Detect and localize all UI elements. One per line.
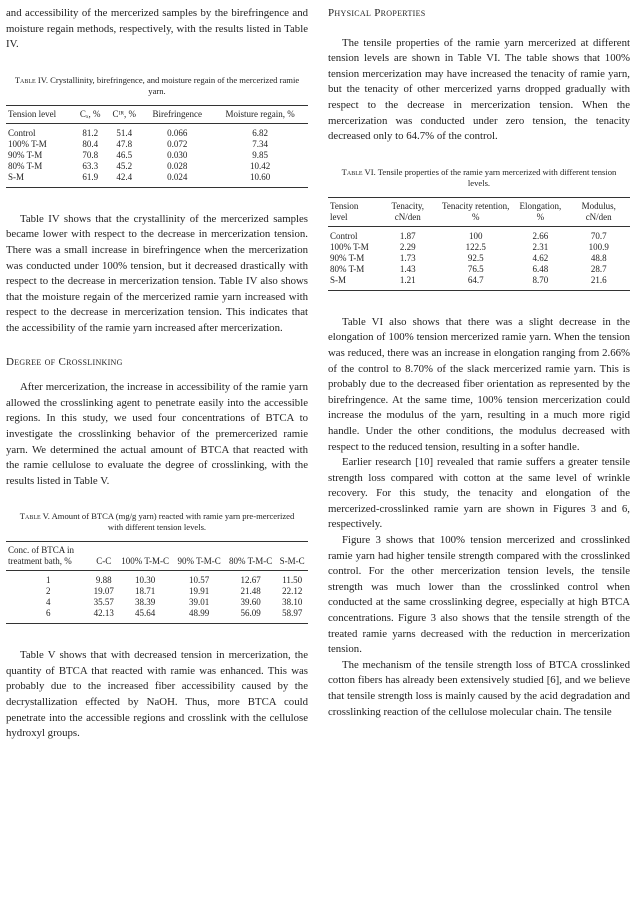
table-v-label: Table V. — [19, 511, 50, 522]
paragraph-figure-3: Figure 3 shows that 100% tension mercerized and crosslinked ramie yarn had higher tensile strength compared with the crosslinked control. For the other mercerization tension levels, the tensile strength was much lower than the crosslinked control when conducted at the same crosslinking degree, especially at high BTCA concentrations. Figure 3 also shows that the tensile strength of the treated ramie yarns decreased with the reduction in mercerization tension. — [328, 534, 630, 656]
table-vi-row-cell: 76.5 — [467, 263, 484, 274]
table-v-body — [6, 571, 308, 624]
paragraph-intro: and accessibility of the mercerized samples by the birefringence and moisture regain methods, respectively, with the results listed in Table IV. — [6, 7, 308, 51]
table-iv-row-cell: 10.42 — [249, 160, 271, 171]
table-iv-caption — [6, 75, 308, 97]
table-vi-row-label: 90% T-M — [330, 252, 365, 263]
table-v-header: 90% T-M-C — [173, 542, 225, 571]
table-v-row-cell: 10.30 — [135, 575, 156, 586]
paragraph-physical-properties: The tensile properties of the ramie yarn mercerized at different tension levels are shown in Table VI. The table shows that 100% tension mercerization may have increased the tenacity of ramie yarn, but the tenacity of other mercerized yarns dropped gradually with respect to the decrease in mercerization tension. When the mercerization was conducted under zero tension, the tenacity decreased only to 64.7% of the control. — [328, 36, 630, 143]
table-vi-row-cell: 122.5 — [465, 241, 486, 252]
table-iv-header: Moisture regain, % — [212, 105, 308, 123]
table-vi-row — [328, 264, 630, 275]
table-vi-row-cell: 4.62 — [532, 252, 549, 263]
table-iv-row-cell: 0.028 — [167, 160, 188, 171]
table-v-row-cell: 48.99 — [173, 608, 225, 624]
table-iv-row-cell: 46.5 — [116, 149, 133, 160]
table-vi-row-cell: 48.8 — [590, 252, 607, 263]
table-v-row — [6, 571, 308, 587]
paragraph-table-vi-discussion: Table VI also shows that there was a slight decrease in the elongation of 100% tension mercerized ramie yarn. When the tension was reduced, there was an increase in elongation ranging from 2.66% of the control to 8.70% of the slack mercerized ramie yarn. This is probably due to the decreased fiber orientation as represented by the birefringence. At the same time, 100% tension mercerization could increase the modulus of the yarn, resulting in a much more rigid handle. Under the other conditions, the modulus decreased with respect to the reduced tension, resulting in a softer handle. — [328, 315, 630, 453]
table-iv-row-cell: 80.4 — [82, 138, 99, 149]
table-vi-row-cell: 100 — [468, 230, 483, 241]
table-iv-row — [6, 172, 308, 188]
table-vi-row — [328, 275, 630, 291]
table-vi — [328, 197, 630, 291]
table-iv-row-cell: 0.072 — [167, 138, 188, 149]
paragraph-earlier-research: Earlier research [10] revealed that ramie suffers a greater tensile strength loss compared with cotton at the same level of wrinkle recovery. For this study, the tenacity and elongation of the mercerized-crosslinked ramie yarn are shown in Figures 3 and 6, respectively. — [328, 456, 630, 531]
table-v-row-cell: 38.10 — [282, 597, 303, 608]
table-iv-row — [6, 161, 308, 172]
table-iv-row-cell: 47.8 — [116, 138, 133, 149]
table-iv-row-cell: 7.34 — [252, 138, 268, 149]
table-iv-row-cell: 9.85 — [252, 149, 268, 160]
table-vi-row-cell: 2.66 — [532, 230, 549, 241]
table-vi-row-cell: 1.21 — [377, 275, 438, 291]
table-v-row-label: 6 — [6, 608, 91, 624]
table-v — [6, 541, 308, 624]
table-v-row-cell: 10.57 — [189, 575, 210, 586]
table-iv-row-cell: 45.2 — [116, 160, 133, 171]
table-v-row-cell: 12.67 — [240, 575, 261, 586]
right-column — [328, 6, 630, 720]
table-v-row-label: 4 — [46, 597, 51, 608]
table-iv-body — [6, 123, 308, 187]
table-vi-row — [328, 253, 630, 264]
table-v-block — [6, 511, 308, 624]
table-iv-row-cell: 61.9 — [74, 172, 106, 188]
table-iv-row-cell: 63.3 — [82, 160, 99, 171]
table-iv-row-label: S-M — [6, 172, 74, 188]
table-vi-caption — [328, 167, 630, 189]
table-vi-row-cell: 28.7 — [590, 263, 607, 274]
table-v-row-cell: 39.60 — [240, 597, 261, 608]
table-vi-row-cell: 2.29 — [399, 241, 416, 252]
table-vi-body — [328, 226, 630, 290]
table-vi-label: Table VI. — [341, 166, 376, 177]
table-vi-row — [328, 242, 630, 253]
table-iv-row — [6, 123, 308, 139]
paragraph-table-v-discussion: Table V shows that with decreased tension in mercerization, the quantity of BTCA that reacted with ramie was enhanced. This was probably due to the increased fiber accessibility caused by the decrystallization effected by NaOH. Thus, more BTCA could penetrate into the accessible regions and crosslink with the cellulose hydroxyl groups. — [6, 649, 308, 740]
table-v-row-cell: 9.88 — [95, 575, 112, 586]
paragraph-mechanism: The mechanism of the tensile strength loss of BTCA crosslinked cotton fibers has already been extensively studied [6], and we believe that tensile strength loss is mainly caused by the acid degradation and crosslinking reaction of the cellulose molecular chain. The tensile — [328, 658, 630, 718]
section-heading-degree-of-crosslinking: Degree of Crosslinking — [6, 355, 123, 368]
table-v-row-cell: 22.12 — [282, 586, 303, 597]
table-iv-header: Cᴵᴿ, % — [106, 105, 142, 123]
table-iv-row-cell: 70.8 — [82, 149, 99, 160]
table-v-row-cell: 58.97 — [276, 608, 308, 624]
table-iv-row-cell: 0.024 — [142, 172, 212, 188]
table-v-row-label: 1 — [46, 575, 51, 586]
table-vi-row-cell: 1.73 — [399, 252, 416, 263]
table-iv-header: Birefringence — [142, 105, 212, 123]
table-vi-row-cell: 92.5 — [467, 252, 484, 263]
table-v-row-cell: 19.91 — [189, 586, 210, 597]
table-iv-block — [6, 75, 308, 188]
table-v-row-cell: 18.71 — [135, 586, 156, 597]
table-iv-row-label: 90% T-M — [8, 149, 43, 160]
table-iv-row-cell: 0.066 — [167, 127, 188, 138]
table-v-row-cell: 56.09 — [225, 608, 277, 624]
table-vi-row-cell: 70.7 — [590, 230, 607, 241]
table-v-row-cell: 42.13 — [91, 608, 117, 624]
table-v-header: Conc. of BTCA in treatment bath, % — [6, 542, 91, 571]
table-v-caption — [6, 511, 308, 533]
table-v-row-cell: 21.48 — [240, 586, 261, 597]
table-vi-row-label: S-M — [328, 275, 377, 291]
table-vi-header: Elongation, % — [513, 197, 567, 226]
table-iv-caption-text: Crystallinity, birefringence, and moisture regain of the mercerized ramie yarn. — [50, 74, 300, 96]
table-iv-row-cell: 81.2 — [82, 127, 99, 138]
table-iv-row-cell: 42.4 — [106, 172, 142, 188]
table-iv-row-cell: 0.030 — [167, 149, 188, 160]
table-iv-row-cell: 6.82 — [252, 127, 268, 138]
table-iv-row-cell: 51.4 — [116, 127, 133, 138]
table-vi-caption-text: Tensile properties of the ramie yarn mercerized with different tension levels. — [377, 166, 617, 188]
left-column — [6, 6, 308, 742]
table-vi-row-cell: 2.31 — [532, 241, 549, 252]
table-vi-row-cell: 8.70 — [513, 275, 567, 291]
paragraph-table-iv-discussion: Table IV shows that the crystallinity of the mercerized samples became lower with respect to the decrease in mercerization tension. There was a small increase in birefringence when the mercerization was conducted under 100% tension, but it decreased drastically with respect to the decrease in mercerization tension. Table IV also shows that the moisture regain of the mercerized ramie yarn increased with respect to the decrease in mercerization tension. This indicates that the accessibility of the ramie yarn increased after mercerization. — [6, 212, 308, 334]
table-vi-header: Tenacity, cN/den — [377, 197, 438, 226]
table-vi-row — [328, 226, 630, 242]
table-vi-row-label: 80% T-M — [330, 263, 365, 274]
table-vi-row-label: Control — [330, 230, 358, 241]
table-iv-header: Tension level — [6, 105, 74, 123]
table-v-row-cell: 19.07 — [93, 586, 114, 597]
table-v-header: S-M-C — [276, 542, 308, 571]
table-v-header: 80% T-M-C — [225, 542, 277, 571]
paragraph-crosslinking: After mercerization, the increase in accessibility of the ramie yarn allowed the crosslinking agent to penetrate easily into the accessible regions. In this study, we used four concentrations of BTCA to investigate the crosslinking behavior of the premercerized ramie yarn. We determined the actual amount of BTCA that reacted with the ramie cellulose to evaluate the degree of crosslinking, with the results listed in Table V. — [6, 381, 308, 487]
table-v-row — [6, 608, 308, 624]
table-v-row-cell: 39.01 — [189, 597, 210, 608]
table-vi-row-cell: 21.6 — [567, 275, 630, 291]
table-vi-row-cell: 1.43 — [399, 263, 416, 274]
table-iv-row-label: Control — [8, 127, 36, 138]
table-v-row — [6, 597, 308, 608]
table-vi-row-label: 100% T-M — [330, 241, 369, 252]
table-iv-row — [6, 139, 308, 150]
table-iv-row-cell: 10.60 — [212, 172, 308, 188]
table-vi-header: Tension level — [328, 197, 377, 226]
table-iv-row — [6, 150, 308, 161]
table-v-header: 100% T-M-C — [117, 542, 173, 571]
table-vi-row-cell: 1.87 — [399, 230, 416, 241]
section-heading-physical-properties: Physical Properties — [328, 7, 426, 19]
table-v-header: C-C — [91, 542, 117, 571]
table-v-caption-text: Amount of BTCA (mg/g yarn) reacted with ramie yarn pre-mercerized with different tension levels. — [51, 511, 295, 533]
table-v-row — [6, 586, 308, 597]
table-iv-header: Cₓ, % — [74, 105, 106, 123]
table-iv-row-label: 100% T-M — [8, 138, 47, 149]
table-vi-row-cell: 100.9 — [588, 241, 609, 252]
table-v-row-cell: 11.50 — [282, 575, 303, 586]
table-v-row-cell: 45.64 — [117, 608, 173, 624]
table-vi-row-cell: 64.7 — [438, 275, 513, 291]
table-iv-row-label: 80% T-M — [8, 160, 43, 171]
table-iv — [6, 105, 308, 188]
table-vi-header: Tenacity retention, % — [438, 197, 513, 226]
table-iv-label: Table IV. — [14, 74, 48, 85]
table-vi-block — [328, 167, 630, 291]
table-v-row-cell: 38.39 — [135, 597, 156, 608]
table-vi-header: Modulus, cN/den — [567, 197, 630, 226]
table-vi-row-cell: 6.48 — [532, 263, 549, 274]
table-v-row-label: 2 — [46, 586, 51, 597]
table-v-row-cell: 35.57 — [93, 597, 114, 608]
